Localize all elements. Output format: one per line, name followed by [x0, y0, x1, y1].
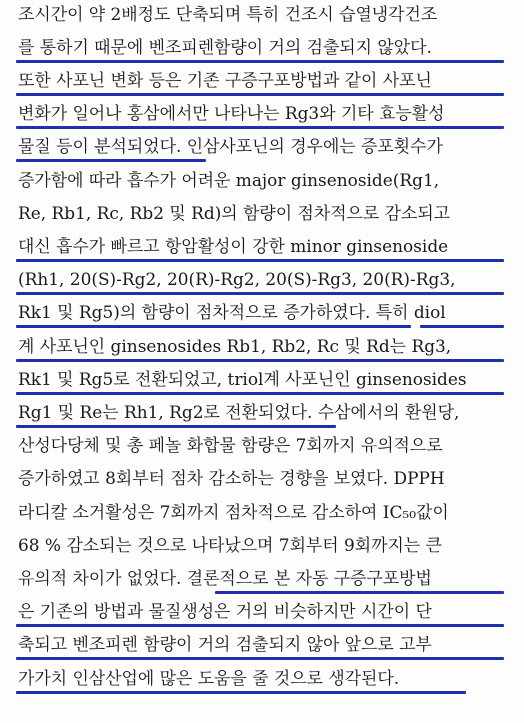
- text-line-15: 증가하였고 8회부터 점차 감소하는 경향을 보였다. DPPH: [18, 469, 445, 489]
- underline-mark: [16, 159, 206, 162]
- underline-mark: [16, 325, 411, 328]
- underline-mark: [16, 292, 504, 295]
- text-line-14: 산성다당체 및 총 페놀 화합물 함량은 7회까지 유의적으로: [18, 436, 443, 456]
- underline-mark: [16, 392, 504, 395]
- underline-mark: [16, 657, 504, 660]
- underline-mark: [16, 624, 504, 627]
- text-line-10: Rk1 및 Rg5)의 함량이 점차적으로 증가하였다. 특히 diol: [18, 303, 446, 323]
- text-line-5: 물질 등이 분석되었다. 인삼사포닌의 경우에는 증포횟수가: [18, 137, 443, 157]
- text-line-4: 변화가 일어나 홍삼에서만 나타나는 Rg3와 기타 효능활성: [18, 104, 445, 124]
- text-line-19: 은 기존의 방법과 물질생성은 거의 비슷하지만 시간이 단: [18, 602, 432, 622]
- text-line-12: Rk1 및 Rg5로 전환되었고, triol계 사포닌인 ginsenosides: [18, 370, 467, 390]
- text-line-17: 68 % 감소되는 것으로 나타났으며 7회부터 9회까지는 큰: [18, 536, 442, 556]
- text-line-11: 계 사포닌인 ginsenosides Rb1, Rb2, Rc 및 Rd는 Rg3,: [18, 337, 452, 357]
- underline-mark: [16, 60, 504, 63]
- underline-mark: [16, 691, 466, 694]
- text-line-16: 라디칼 소거활성은 7회까지 점차적으로 감소하여 IC₅₀값이: [18, 503, 449, 523]
- text-line-2: 를 통하기 때문에 벤조피렌함량이 거의 검출되지 않았다.: [18, 38, 432, 58]
- text-line-20: 축되고 벤조피렌 함량이 거의 검출되지 않아 앞으로 고부: [18, 635, 432, 655]
- text-line-9: (Rh1, 20(S)-Rg2, 20(R)-Rg2, 20(S)-Rg3, 20(R)-Rg3,: [18, 270, 456, 290]
- text-line-6: 증가함에 따라 흡수가 어려운 major ginsenoside(Rg1,: [18, 171, 440, 191]
- underline-mark: [215, 591, 504, 594]
- underline-mark: [16, 359, 504, 362]
- underline-mark: [16, 259, 504, 262]
- text-line-18: 유의적 차이가 없었다. 결론적으로 본 자동 구증구포방법: [18, 569, 432, 589]
- text-line-3: 또한 사포닌 변화 등은 기존 구증구포방법과 같이 사포닌: [18, 71, 432, 91]
- text-line-13: Rg1 및 Re는 Rh1, Rg2로 전환되었다. 수삼에서의 환원당,: [18, 403, 460, 423]
- text-line-1: 조시간이 약 2배정도 단축되며 특히 건조시 습열냉각건조: [18, 5, 438, 25]
- underline-mark: [16, 126, 504, 129]
- text-line-21: 가가치 인삼산업에 많은 도움을 줄 것으로 생각된다.: [18, 669, 400, 689]
- underline-mark: [420, 325, 504, 328]
- underline-mark: [16, 93, 504, 96]
- text-line-7: Re, Rb1, Rc, Rb2 및 Rd)의 함량이 점차적으로 감소되고: [18, 204, 451, 224]
- underline-mark: [16, 425, 336, 428]
- text-line-8: 대신 흡수가 빠르고 항암활성이 강한 minor ginsenoside: [18, 237, 449, 257]
